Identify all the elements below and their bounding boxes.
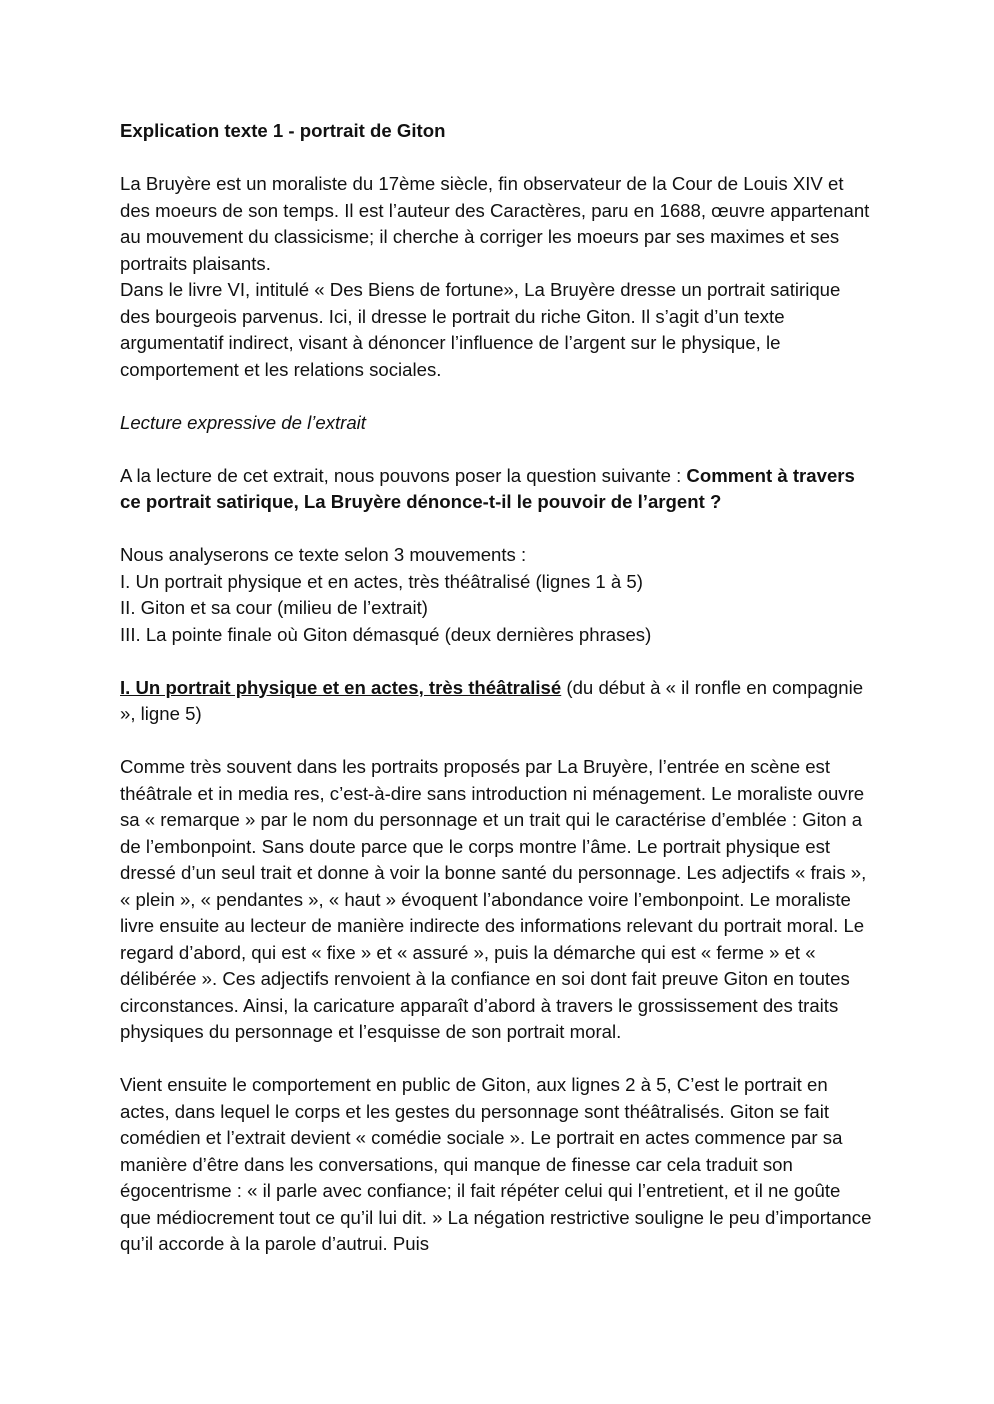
section-1-paragraph-2: Vient ensuite le comportement en public de Giton, aux lignes 2 à 5, C’est le portrait en actes, dans lequel le corps et les gestes du personnage sont théâtralisés. Giton se fait comédien et l’extrait devient « comédie sociale ». Le portrait en actes commence par sa manière d’être dans les conversations, qui manque de finesse car cela traduit son égocentrisme : « il parle avec confiance; il fait répéter celui qui l’entretient, et il ne goûte que médiocrement tout ce qu’il lui dit. » La négation restrictive souligne le peu d’importance qu’il accorde à la parole d’autrui. Puis	[120, 1074, 872, 1254]
document-page	[120, 118, 872, 1258]
section-1-heading-rest: (du début à « il ronfle en compagnie », ligne 5)	[120, 676, 864, 724]
plan-intro: Nous analyserons ce texte selon 3 mouvements :	[120, 544, 527, 565]
question-bold: Comment à travers ce portrait satirique, La Bruyère dénonce-t-il le pouvoir de l’argent ?	[120, 464, 855, 512]
question-lead: A la lecture de cet extrait, nous pouvons poser la question suivante :	[120, 464, 687, 486]
problem-question	[120, 463, 872, 516]
section-1-paragraph: Comme très souvent dans les portraits proposés par La Bruyère, l’entrée en scène est théâtrale et in media res, c’est-à-dire sans introduction ni ménagement. Le moraliste ouvre sa « remarque » par le nom du personnage et un trait qui le caractérise d’emblée : Giton a de l’embonpoint. Sans doute parce que le corps montre l’âme. Le portrait physique est dressé d’un seul trait et donne à voir la bonne santé du personnage. Les adjectifs « frais », « plein », « pendantes », « haut » évoquent l’abondance voire l’embonpoint. Le moraliste livre ensuite au lecteur de manière indirecte des informations relevant du portrait moral. Le regard d’abord, qui est « fixe » et « assuré », puis la démarche qui est « ferme » et « délibérée ». Ces adjectifs renvoient à la confiance en soi dont fait preuve Giton en toutes circonstances. Ainsi, la caricature apparaît d’abord à travers le grossissement des traits physiques du personnage et l’esquisse de son portrait moral.	[120, 756, 867, 1042]
section-1-heading-link[interactable]: I. Un portrait physique et en actes, très théâtralisé	[120, 676, 562, 698]
intro-paragraph: La Bruyère est un moraliste du 17ème siècle, fin observateur de la Cour de Louis XIV et des moeurs de son temps. Il est l’auteur des Caractères, paru en 1688, œuvre appartenant au mouvement du classicisme; il cherche à corriger les moeurs par ses maximes et ses portraits plaisants.	[120, 173, 870, 274]
reading-note: Lecture expressive de l’extrait	[120, 411, 366, 433]
plan-item-1: I. Un portrait physique et en actes, très théâtralisé (lignes 1 à 5)	[120, 570, 643, 592]
plan-item-3: III. La pointe finale où Giton démasqué (deux dernières phrases)	[120, 623, 652, 645]
plan-item-2: II. Giton et sa cour (milieu de l’extrait)	[120, 597, 428, 618]
document-title: Explication texte 1 - portrait de Giton	[120, 120, 446, 141]
intro-paragraph-2: Dans le livre VI, intitulé « Des Biens de fortune», La Bruyère dresse un portrait satirique des bourgeois parvenus. Ici, il dresse le portrait du riche Giton. Il s’agit d’un texte argumentatif indirect, visant à dénoncer l’influence de l’argent sur le physique, le comportement et les relations sociales.	[120, 279, 841, 380]
section-1-heading	[120, 675, 872, 728]
